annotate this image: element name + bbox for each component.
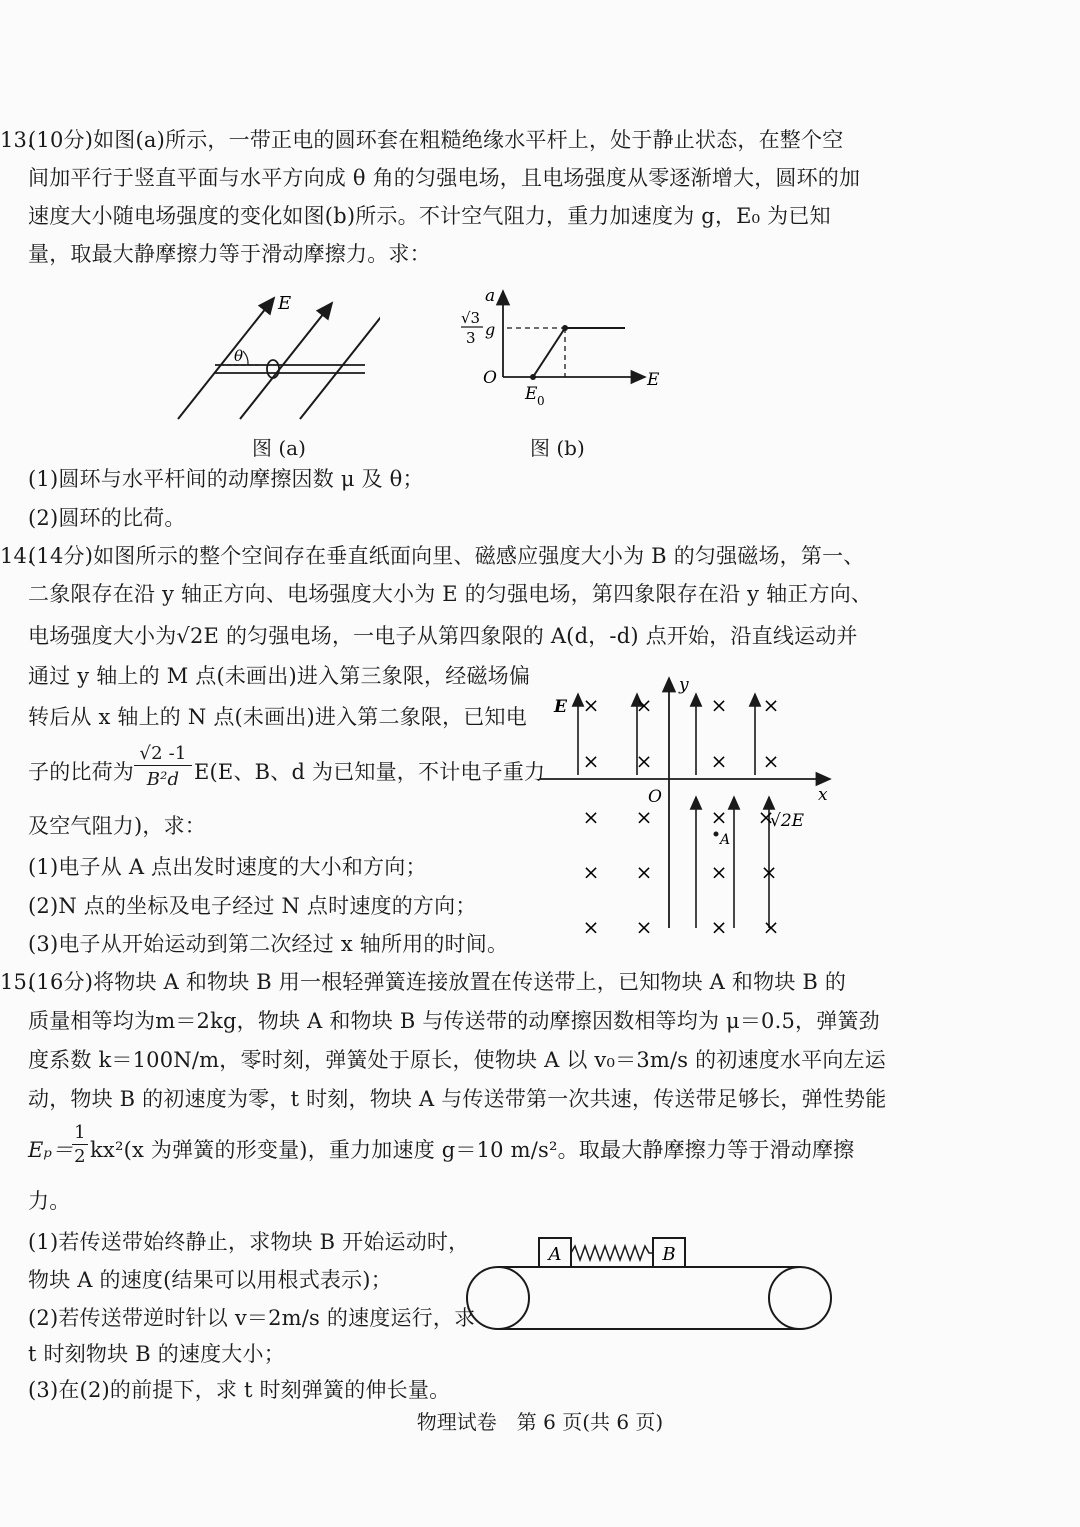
- q14-sub-3: (3)电子从开始运动到第二次经过 x 轴所用的时间。: [28, 932, 509, 956]
- e0-point: [530, 374, 536, 380]
- point-a: [714, 832, 719, 837]
- question-number: 15.: [0, 970, 34, 994]
- q15-sub-2a: (2)若传送带逆时针以 v＝2m/s 的速度运行，求: [28, 1306, 476, 1330]
- q13-line-2: 间加平行于竖直平面与水平方向成 θ 角的匀强电场，且电场强度从零逐渐增大，圆环的加: [28, 166, 861, 190]
- figure-b-acceleration-graph: [455, 285, 680, 415]
- field-line: [178, 298, 274, 419]
- e0-label: E: [525, 384, 538, 404]
- cross-mark: ×: [710, 860, 728, 884]
- ratio-numerator: √2 -1: [134, 743, 192, 766]
- point-a-label: A: [720, 832, 731, 848]
- q13-line-4: 量，取最大静摩擦力等于滑动摩擦力。求：: [28, 242, 431, 266]
- cross-mark: ×: [762, 749, 780, 773]
- field-label: E: [278, 293, 292, 314]
- ep-suffix: kx²(x 为弹簧的形变量)，重力加速度 g＝10 m/s²。取最大静摩擦力等于滑动摩擦: [90, 1138, 855, 1162]
- q14-line-7: 及空气阻力)，求：: [28, 814, 206, 838]
- cross-mark: ×: [635, 805, 653, 829]
- q13-line-3: 速度大小随电场强度的变化如图(b)所示。不计空气阻力，重力加速度为 g，E₀ 为已知: [28, 204, 831, 228]
- ep-denominator: 2: [74, 1146, 86, 1167]
- q15-line-3: 度系数 k＝100N/m，零时刻，弹簧处于原长，使物块 A 以 v₀＝3m/s 的初速度水平向左运: [28, 1048, 886, 1072]
- magnetic-field-crosses: [583, 693, 780, 939]
- cross-mark: ×: [582, 749, 600, 773]
- right-pulley: [769, 1267, 831, 1329]
- plateau-g: g: [485, 320, 496, 339]
- q15-sub-2b: t 时刻物块 B 的速度大小；: [28, 1342, 285, 1366]
- field-label-lower: √2E: [770, 811, 805, 831]
- cross-mark: ×: [710, 915, 728, 939]
- q13-line-1: (10分)如图(a)所示，一带正电的圆环套在粗糙绝缘水平杆上，处于静止状态，在整个空: [28, 128, 844, 152]
- field-line: [300, 298, 380, 419]
- q14-sub-2: (2)N 点的坐标及电子经过 N 点时速度的方向；: [28, 894, 477, 918]
- cross-mark: ×: [582, 915, 600, 939]
- angle-label: θ: [234, 347, 244, 365]
- q14-line-4: 通过 y 轴上的 M 点(未画出)进入第三象限，经磁场偏: [28, 664, 531, 688]
- question-number: 13.: [0, 128, 34, 152]
- plateau-denominator: 3: [466, 329, 476, 347]
- q15-line-1: (16分)将物块 A 和物块 B 用一根轻弹簧连接放置在传送带上，已知物块 A 和物块 B 的: [28, 970, 847, 994]
- q14-sub-1: (1)电子从 A 点出发时速度的大小和方向；: [28, 855, 427, 879]
- q14-line-5: 转后从 x 轴上的 N 点(未画出)进入第二象限，已知电: [28, 705, 527, 729]
- ratio-denominator: B²d: [146, 769, 180, 790]
- q14-line-1: (14分)如图所示的整个空间存在垂直纸面向里、磁感应强度大小为 B 的匀强磁场，第一、: [28, 544, 865, 568]
- plateau-numerator: √3: [461, 309, 481, 327]
- cross-mark: ×: [757, 805, 775, 829]
- page-footer: 物理试卷 第 6 页(共 6 页): [416, 1410, 664, 1434]
- q15-sub-1a: (1)若传送带始终静止，求物块 B 开始运动时，: [28, 1230, 470, 1254]
- ratio-prefix: 子的比荷为: [28, 760, 134, 784]
- q15-line-4: 动，物块 B 的初速度为零，t 时刻，物块 A 与传送带第一次共速，传送带足够长，弹性势能: [28, 1087, 887, 1111]
- figure-a-field-ring: [170, 285, 380, 425]
- cross-mark: ×: [762, 915, 780, 939]
- cross-mark: ×: [635, 860, 653, 884]
- field-label-upper: E: [554, 697, 567, 717]
- figure-a-caption: 图 (a): [252, 436, 306, 460]
- q15-line-6: 力。: [28, 1189, 71, 1213]
- q15-sub-3: (3)在(2)的前提下，求 t 时刻弹簧的伸长量。: [28, 1378, 451, 1402]
- cross-mark: ×: [635, 693, 653, 717]
- cross-mark: ×: [582, 860, 600, 884]
- figure-b-caption: 图 (b): [530, 436, 585, 460]
- spring: [571, 1246, 653, 1260]
- field-line: [240, 303, 332, 419]
- cross-mark: ×: [760, 860, 778, 884]
- rising-segment: [533, 328, 565, 377]
- a-axis-label: a: [485, 286, 496, 306]
- e0-subscript: 0: [537, 394, 545, 408]
- origin-label: O: [483, 368, 497, 388]
- question-number: 14.: [0, 544, 34, 568]
- q14-line-2: 二象限存在沿 y 轴正方向、电场强度大小为 E 的匀强电场，第四象限存在沿 y 轴正方向、: [28, 582, 873, 606]
- ring: [267, 360, 279, 378]
- q15-sub-1b: 物块 A 的速度(结果可以用根式表示)；: [28, 1268, 392, 1292]
- cross-mark: ×: [582, 693, 600, 717]
- q14-line-3: 电场强度大小为√2E 的匀强电场，一电子从第四象限的 A(d，-d) 点开始，沿直线运动并: [28, 624, 858, 648]
- cross-mark: ×: [710, 805, 728, 829]
- cross-mark: ×: [710, 693, 728, 717]
- ratio-suffix: E(E、B、d 为已知量，不计电子重力: [194, 760, 546, 784]
- y-axis-label: y: [679, 675, 689, 695]
- q13-sub-1: (1)圆环与水平杆间的动摩擦因数 μ 及 θ；: [28, 467, 424, 491]
- x-axis-label: x: [818, 785, 828, 805]
- figure-q15-conveyor: [462, 1232, 837, 1337]
- block-a-label: A: [548, 1244, 562, 1265]
- ep-prefix: Eₚ＝: [28, 1138, 74, 1162]
- cross-mark: ×: [710, 749, 728, 773]
- q15-line-2: 质量相等均为m＝2kg，物块 A 和物块 B 与传送带的动摩擦因数相等均为 μ＝0.5，弹簧劲: [28, 1009, 880, 1033]
- block-b-label: B: [662, 1244, 676, 1265]
- e-axis-label: E: [647, 370, 660, 390]
- cross-mark: ×: [582, 805, 600, 829]
- ep-numerator: 1: [72, 1122, 88, 1145]
- q13-sub-2: (2)圆环的比荷。: [28, 506, 186, 530]
- left-pulley: [467, 1267, 529, 1329]
- cross-mark: ×: [635, 749, 653, 773]
- knee-point: [562, 325, 568, 331]
- figure-q14-fields: [538, 672, 838, 947]
- cross-mark: ×: [762, 693, 780, 717]
- cross-mark: ×: [635, 915, 653, 939]
- angle-arc: [243, 351, 248, 365]
- origin-label: O: [648, 787, 662, 807]
